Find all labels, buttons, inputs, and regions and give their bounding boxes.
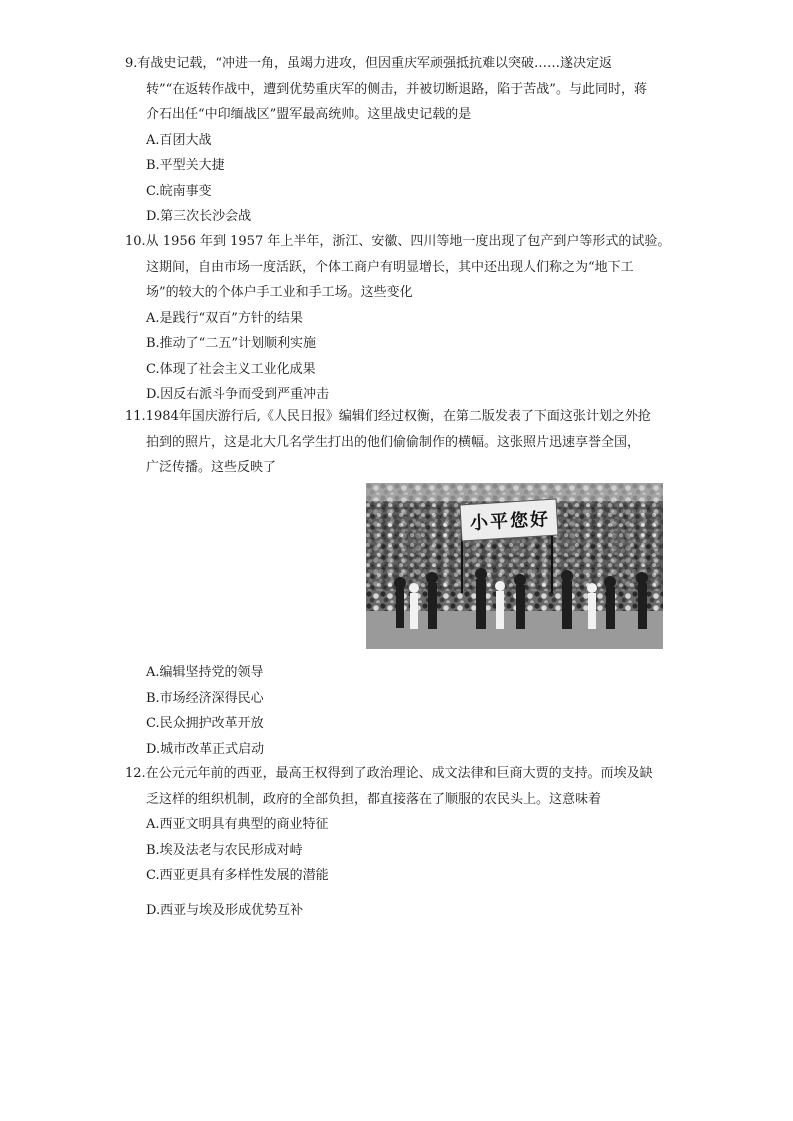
question-12-stem-line-1: 12.在公元元年前的西亚，最高王权得到了政治理论、成文法律和巨商大贾的支持。而埃及缺 — [125, 766, 653, 781]
question-11-option-a[interactable]: A.编辑坚持党的领导 — [146, 665, 264, 680]
question-11-stem-line-2: 拍到的照片，这是北大几名学生打出的他们偷偷制作的横幅。这张照片迅速享誉全国， — [146, 434, 641, 450]
question-9 — [125, 51, 670, 230]
question-12 — [125, 761, 670, 923]
question-9-stem-line-3: 介石出任“中印缅战区”盟军最高统帅。这里战史记载的是 — [146, 107, 472, 122]
question-10-option-a[interactable]: A.是践行“双百”方针的结果 — [146, 310, 303, 326]
question-9-option-b[interactable]: B.平型关大捷 — [146, 158, 225, 173]
question-12-stem-line-2: 乏这样的组织机制，政府的全部负担，都直接落在了顺服的农民头上。这意味着 — [146, 791, 602, 807]
question-10-stem-line-1: 10.从 1956 年到 1957 年上半年，浙江、安徽、四川等地一度出现了包产到户等形式的试验。 — [125, 234, 671, 249]
question-11 — [125, 404, 670, 481]
question-10-option-b[interactable]: B.推动了“二五”计划顺利实施 — [146, 336, 316, 351]
question-9-option-d[interactable]: D.第三次长沙会战 — [146, 209, 252, 224]
question-11-option-d[interactable]: D.城市改革正式启动 — [146, 741, 265, 757]
question-9-stem-line-2: 转”“在返转作战中，遭到优势重庆军的侧击，并被切断退路，陷于苦战”。与此同时，蒋 — [146, 81, 647, 97]
question-10-stem-line-3: 场”的较大的个体户手工业和手工场。这些变化 — [146, 285, 413, 300]
question-11-stem-line-1: 11.1984年国庆游行后,《人民日报》编辑们经过权衡，在第二版发表了下面这张计划之外抢 — [125, 409, 651, 424]
question-10-stem-line-2: 这期间，自由市场一度活跃，个体工商户有明显增长，其中还出现人们称之为“地下工 — [146, 259, 634, 275]
question-9-option-a[interactable]: A.百团大战 — [146, 132, 212, 148]
question-11-option-b[interactable]: B.市场经济深得民心 — [146, 690, 264, 706]
question-12-option-d[interactable]: D.西亚与埃及形成优势互补 — [146, 902, 304, 918]
question-10-option-d[interactable]: D.因反右派斗争而受到严重冲击 — [146, 387, 330, 402]
question-11-stem-line-3: 广泛传播。这些反映了 — [146, 460, 277, 475]
question-12-option-b[interactable]: B.埃及法老与农民形成对峙 — [146, 842, 303, 858]
parade-crowd-photo — [366, 483, 663, 649]
question-10-option-c[interactable]: C.体现了社会主义工业化成果 — [146, 361, 316, 377]
question-9-option-c[interactable]: C.皖南事变 — [146, 183, 212, 199]
question-9-stem-line-1: 9.有战史记载，“冲进一角，虽竭力进攻，但因重庆军顽强抵抗难以突破……遂决定返 — [125, 56, 613, 71]
question-11-options — [125, 660, 264, 762]
question-12-option-a[interactable]: A.西亚文明具有典型的商业特征 — [146, 817, 329, 832]
question-10 — [125, 229, 670, 408]
photo-banner-text: 小平您好 — [469, 508, 551, 535]
question-12-option-c[interactable]: C.西亚更具有多样性发展的潜能 — [146, 868, 329, 883]
question-11-option-c[interactable]: C.民众拥护改革开放 — [146, 716, 264, 731]
